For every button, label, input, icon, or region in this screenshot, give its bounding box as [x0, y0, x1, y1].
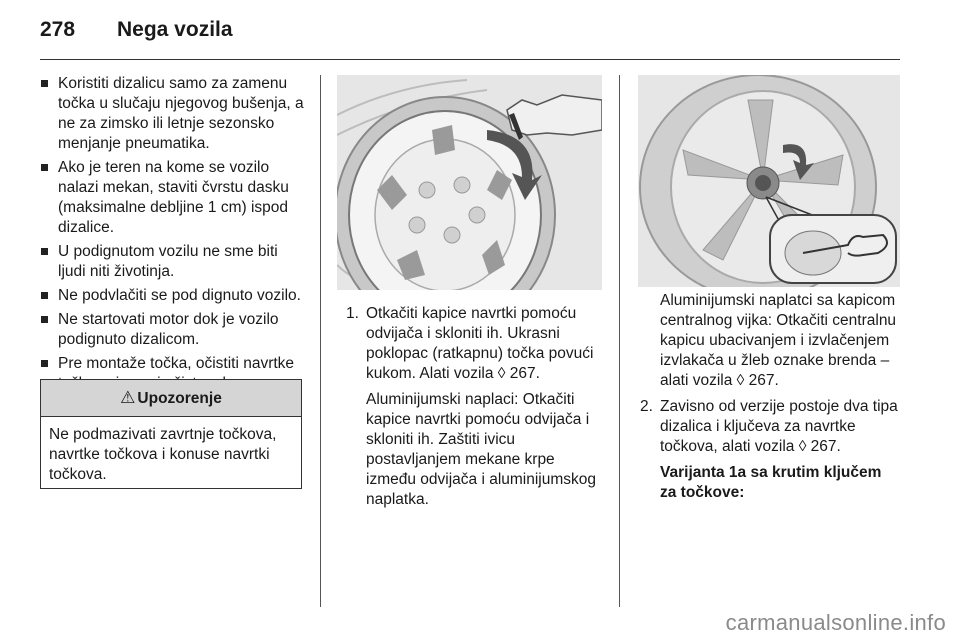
step-number: 1.	[346, 305, 359, 322]
step-2	[640, 397, 902, 457]
column-divider-right	[619, 75, 620, 607]
warning-header	[41, 380, 301, 417]
bullet-item: Pre montaže točka, očistiti navrtke	[40, 354, 308, 394]
bullet-item: U podignutom vozilu ne sme biti ljudi niti životinja.	[40, 242, 308, 282]
step-1-alloy-note: Aluminijumski naplaci: Otkačiti kapice navrtki pomoću odvijača i skloniti ih. Zaštiti ivicu postavljanjem mekane krpe između odvijača i aluminijumskog naplatka.	[366, 391, 597, 508]
bullet-item: Ne podvlačiti se pod dignuto vozilo.	[40, 286, 308, 306]
warning-box	[40, 379, 302, 489]
step-1	[346, 304, 608, 384]
bullet-item: Koristiti dizalicu samo za zamenu točka u slučaju njegovog bušenja, a ne za zimsko ili letnje sezonsko menjanje pneumatika.	[40, 74, 308, 154]
page-number: 278	[40, 18, 76, 41]
safety-bullet-list	[40, 74, 308, 398]
center-cap-illustration	[638, 75, 900, 287]
right-column-text	[640, 291, 902, 509]
header-divider	[40, 59, 900, 60]
watermark: carmanualsonline.info	[725, 610, 946, 635]
step-text: Otkačiti kapice navrtki pomoću odvijača i skloniti ih. Ukrasni poklopac (ratkapnu) točka povući kukom. Alati vozila ◊ 267.	[366, 305, 594, 382]
warning-text: Ne podmazivati zavrtnje točkova, navrtke točkova i konuse navrtki točkova.	[49, 426, 277, 483]
step-text: Zavisno od verzije postoje dva tipa dizalica i ključeva za navrtke točkova, alati vozila ◊ 267.	[660, 398, 898, 455]
page-title: Nega vozila	[117, 18, 233, 41]
bullet-item: Ako je teren na kome se vozilo nalazi mekan, staviti čvrstu dasku (maksimalne debljine 1 cm) ispod dizalice.	[40, 158, 308, 238]
variant-heading: Varijanta 1a sa krutim ključem za točkove:	[660, 464, 882, 501]
column-divider-left	[320, 75, 321, 607]
warning-title: Upozorenje	[137, 390, 222, 407]
middle-column-text	[346, 304, 608, 516]
bullet-item: Ne startovati motor dok je vozilo podignuto dizalicom.	[40, 310, 308, 350]
warning-triangle-icon: ⚠	[120, 388, 136, 407]
step-number: 2.	[640, 398, 653, 415]
hubcap-removal-illustration	[337, 75, 602, 290]
center-cap-note: Aluminijumski naplatci sa kapicom centralnog vijka: Otkačiti centralnu kapicu ubacivanjem i izvlačenjem izvlakača u žleb oznake brenda – alati vozila ◊ 267.	[660, 292, 897, 389]
